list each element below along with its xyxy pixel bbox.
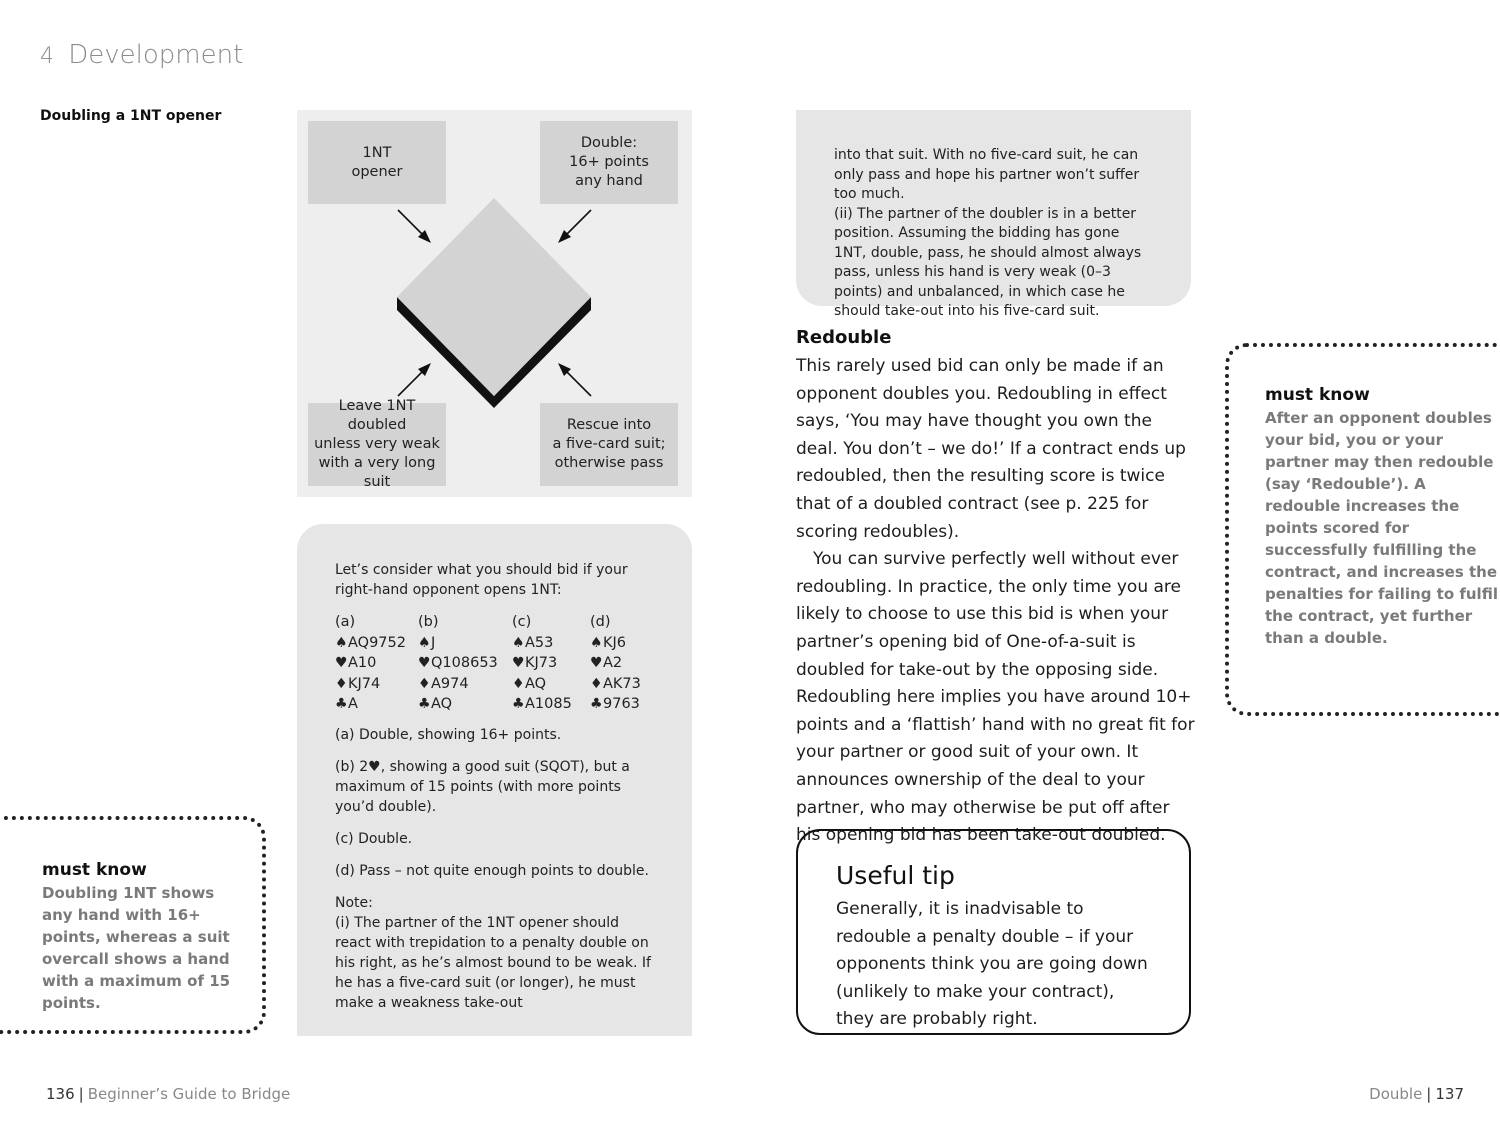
must-know-text: Doubling 1NT shows any hand with 16+ points, whereas a suit overcall shows a hand with a maximum of 15 points. <box>42 884 231 1012</box>
hand-diamonds: KJ74 <box>348 675 381 692</box>
diagram-box-leave-doubled: Leave 1NT doubled unless very weak with a very long suit <box>308 403 446 486</box>
hand-d <box>590 612 670 715</box>
hand-spades: KJ6 <box>603 634 627 651</box>
hand-label: (d) <box>590 614 611 630</box>
useful-tip-box <box>796 829 1191 1035</box>
example-intro: Let’s consider what you should bid if your right-hand opponent opens 1NT: <box>335 562 628 598</box>
diamond-icon: ♦ <box>418 675 431 692</box>
page-number-right: 137 <box>1435 1085 1464 1103</box>
doubling-diagram <box>297 110 692 497</box>
hand-b <box>418 612 512 715</box>
answer-c: (c) Double. <box>335 830 413 847</box>
hand-label: (c) <box>512 614 532 630</box>
must-know-heading: must know <box>1265 385 1370 405</box>
footer-left <box>46 1085 290 1103</box>
must-know-box-left <box>0 816 266 1034</box>
note-label: Note: <box>335 894 373 911</box>
arrow-bottom-left <box>398 369 425 396</box>
hand-label: (b) <box>418 614 439 630</box>
arrow-bottom-right <box>564 369 591 396</box>
hand-spades: J <box>431 634 436 651</box>
must-know-text: After an opponent doubles your bid, you or your partner may then redouble (say ‘Redouble’). A redouble increases the points scored for successfully fulfilling the contract, and increases the penalties for failing to fulfil the contract, yet further than a double. <box>1265 409 1498 647</box>
redouble-paragraph-1: This rarely used bid can only be made if an opponent doubles you. Redoubling in effect says, ‘You may have thought you own the deal. You don’t – we do!’ If a contract ends up redoubled, then the resulting score is twice that of a doubled contract (see p. 225 for scoring redoubles). <box>796 356 1186 542</box>
redouble-body <box>796 353 1196 850</box>
spade-icon: ♠ <box>512 634 525 651</box>
hand-hearts: KJ73 <box>525 655 558 671</box>
continued-text-1: into that suit. With no five-card suit, he can only pass and hope his partner won’t suffer too much. <box>834 147 1140 202</box>
tip-text: Generally, it is inadvisable to redouble a penalty double – if your opponents think you are going down (unlikely to make your contract), they are probably right. <box>836 899 1148 1030</box>
chapter-running-title: Double <box>1369 1085 1423 1103</box>
example-hands <box>335 612 654 715</box>
continued-panel <box>796 110 1191 319</box>
arrow-top-left <box>398 210 425 237</box>
footer-right <box>1369 1085 1464 1103</box>
hand-c <box>512 612 590 715</box>
diagram-box-1nt-opener: 1NT opener <box>308 121 446 204</box>
hand-hearts: A2 <box>603 655 623 671</box>
club-icon: ♣ <box>418 696 431 712</box>
heart-icon: ♥ <box>418 655 431 671</box>
hand-spades: A53 <box>525 634 554 651</box>
hand-label: (a) <box>335 614 356 630</box>
redouble-paragraph-2: You can survive perfectly well without ever redoubling. In practice, the only time you are likely to choose to use this bid is when your partner’s opening bid of One-of-a-suit is doubled for take-out by the opposing side. Redoubling here implies you have around 10+ points and a ‘flattish’ hand with no great fit for your partner or good suit of your own. It announces ownership of the deal to your partner, who may otherwise be put off after his opening bid has been take-out doubled. <box>796 549 1195 846</box>
footer-separator: | <box>78 1085 84 1103</box>
hand-diamonds: A974 <box>431 675 469 692</box>
redouble-heading: Redouble <box>796 327 892 348</box>
must-know-heading: must know <box>42 860 147 880</box>
answer-b: (b) 2♥, showing a good suit (SQOT), but a maximum of 15 points (with more points you’d double). <box>335 758 630 815</box>
heart-icon: ♥ <box>335 655 348 671</box>
hand-hearts: A10 <box>348 655 377 671</box>
answer-a: (a) Double, showing 16+ points. <box>335 726 562 743</box>
heart-icon: ♥ <box>590 655 603 671</box>
page-number-left: 136 <box>46 1085 75 1103</box>
club-icon: ♣ <box>590 696 603 712</box>
diagram-box-rescue: Rescue into a five-card suit; otherwise pass <box>540 403 678 486</box>
spade-icon: ♠ <box>335 634 348 651</box>
chapter-number: 4 <box>40 44 54 69</box>
continued-text-2: (ii) The partner of the doubler is in a better position. Assuming the bidding has gone 1NT, double, pass, he should almost always pass, unless his hand is very weak (0–3 points) and unbalanced, in which case he should take-out into his five-card suit. <box>834 205 1142 319</box>
hand-clubs: A <box>348 696 358 712</box>
section-label: Doubling a 1NT opener <box>40 108 222 124</box>
hand-clubs: AQ <box>431 696 453 712</box>
hand-clubs: 9763 <box>603 696 640 712</box>
diamond-icon: ♦ <box>335 675 348 692</box>
heart-icon: ♥ <box>512 655 525 671</box>
spade-icon: ♠ <box>418 634 431 651</box>
club-icon: ♣ <box>335 696 348 712</box>
chapter-title: Development <box>68 40 244 70</box>
hand-hearts: Q108653 <box>431 655 498 671</box>
note-text: (i) The partner of the 1NT opener should react with trepidation to a penalty double on his right, as he’s almost bound to be weak. If he has a five-card suit (or longer), he must make a weakness take-out <box>335 914 651 1011</box>
example-panel <box>297 524 692 1036</box>
book-title: Beginner’s Guide to Bridge <box>87 1085 291 1103</box>
hand-a <box>335 612 418 715</box>
diamond-icon: ♦ <box>512 675 525 692</box>
answer-d: (d) Pass – not quite enough points to double. <box>335 862 649 879</box>
must-know-box-right <box>1225 343 1500 716</box>
hand-clubs: A1085 <box>525 696 572 712</box>
footer-separator: | <box>1426 1085 1432 1103</box>
hand-diamonds: AQ <box>525 675 547 692</box>
arrow-top-right <box>564 210 591 237</box>
tip-heading: Useful tip <box>836 861 955 890</box>
chapter-heading <box>40 40 243 70</box>
hand-diamonds: AK73 <box>603 675 641 692</box>
club-icon: ♣ <box>512 696 525 712</box>
diagram-box-double: Double: 16+ points any hand <box>540 121 678 204</box>
hand-spades: AQ9752 <box>348 634 406 651</box>
diamond-icon: ♦ <box>590 675 603 692</box>
spade-icon: ♠ <box>590 634 603 651</box>
